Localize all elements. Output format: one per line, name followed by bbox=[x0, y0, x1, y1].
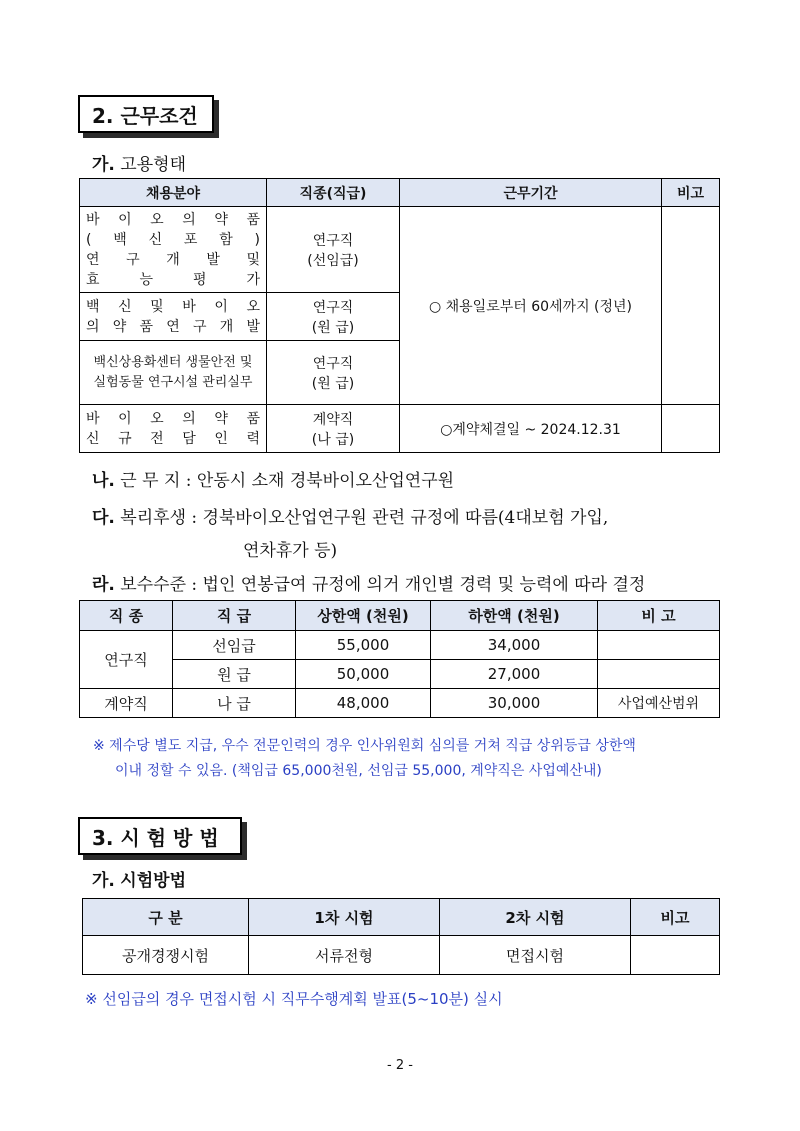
note-cell bbox=[598, 660, 720, 689]
header-lower: 하한액 (천원) bbox=[431, 601, 598, 631]
remark-cell bbox=[631, 936, 720, 975]
table-header-row bbox=[80, 179, 720, 207]
remark-cell bbox=[662, 207, 720, 405]
item-label: 근 무 지 bbox=[120, 471, 181, 491]
header-remark: 비고 bbox=[631, 899, 720, 936]
header-remark: 비고 bbox=[662, 179, 720, 207]
grade-cell: 나 급 bbox=[173, 689, 296, 718]
header-field: 채용분야 bbox=[80, 179, 267, 207]
item-marker: 나. bbox=[92, 471, 115, 491]
employment-type-table bbox=[79, 178, 720, 453]
table-row bbox=[80, 660, 720, 689]
table-row bbox=[80, 631, 720, 660]
item-marker: 가. bbox=[92, 155, 115, 175]
item-label: 시험방법 bbox=[120, 871, 186, 891]
subsection-ga-exam bbox=[92, 866, 186, 891]
period-cell-regular: ○ 채용일로부터 60세까지 (정년) bbox=[400, 207, 662, 405]
remark-cell bbox=[662, 405, 720, 453]
first-exam-cell: 서류전형 bbox=[249, 936, 440, 975]
grade-cell: 원 급 bbox=[173, 660, 296, 689]
header-note: 비 고 bbox=[598, 601, 720, 631]
lower-cell: 27,000 bbox=[431, 660, 598, 689]
upper-cell: 55,000 bbox=[296, 631, 431, 660]
header-job-type: 직 종 bbox=[80, 601, 173, 631]
header-category: 구 분 bbox=[83, 899, 249, 936]
lower-cell: 30,000 bbox=[431, 689, 598, 718]
job-cell: 계약직 (나 급) bbox=[267, 405, 400, 453]
header-first-exam: 1차 시험 bbox=[249, 899, 440, 936]
item-marker: 다. bbox=[92, 508, 115, 528]
upper-cell: 48,000 bbox=[296, 689, 431, 718]
field-cell: 바 이 오 의 약 품 ( 백 신 포 함 ) 연 구 개 발 및 효 능 평 가 bbox=[80, 207, 267, 293]
job-type-cell: 연구직 bbox=[80, 631, 173, 689]
section-2-title: 2. 근무조건 bbox=[78, 95, 214, 133]
period-cell-contract: ○계약체결일 ~ 2024.12.31 bbox=[400, 405, 662, 453]
header-upper: 상한액 (천원) bbox=[296, 601, 431, 631]
subsection-ga-employment bbox=[92, 150, 186, 175]
field-cell: 바 이 오 의 약 품 신 규 전 담 인 력 bbox=[80, 405, 267, 453]
second-exam-cell: 면접시험 bbox=[440, 936, 631, 975]
category-cell: 공개경쟁시험 bbox=[83, 936, 249, 975]
table-row bbox=[80, 689, 720, 718]
salary-note-line-2: 이내 정할 수 있음. (책임급 65,000천원, 선임급 55,000, 계약직은 사업예산내) bbox=[115, 763, 602, 779]
table-header-row bbox=[80, 601, 720, 631]
item-label: 보수수준 bbox=[120, 575, 186, 595]
item-text: : 안동시 소재 경북바이오산업연구원 bbox=[185, 471, 455, 491]
table-row bbox=[80, 207, 720, 293]
note-cell: 사업예산범위 bbox=[598, 689, 720, 718]
job-cell: 연구직 (선임급) bbox=[267, 207, 400, 293]
job-cell: 연구직 (원 급) bbox=[267, 341, 400, 405]
header-job: 직종(직급) bbox=[267, 179, 400, 207]
note-cell bbox=[598, 631, 720, 660]
subsection-na-workplace bbox=[92, 466, 454, 491]
page-number: - 2 - bbox=[387, 1058, 413, 1073]
exam-method-table bbox=[82, 898, 720, 975]
job-type-cell: 계약직 bbox=[80, 689, 173, 718]
item-label: 복리후생 bbox=[120, 508, 186, 528]
subsection-da-welfare bbox=[92, 503, 608, 528]
subsection-da-welfare-cont: 연차휴가 등) bbox=[243, 541, 338, 561]
header-second-exam: 2차 시험 bbox=[440, 899, 631, 936]
item-marker: 라. bbox=[92, 575, 115, 595]
section-3-title: 3. 시 험 방 법 bbox=[78, 817, 242, 855]
item-marker: 가. bbox=[92, 871, 115, 891]
header-grade: 직 급 bbox=[173, 601, 296, 631]
table-row bbox=[80, 405, 720, 453]
item-label: 고용형태 bbox=[120, 155, 186, 175]
field-cell: 백 신 및 바 이 오 의 약 품 연 구 개 발 bbox=[80, 293, 267, 341]
job-cell: 연구직 (원 급) bbox=[267, 293, 400, 341]
upper-cell: 50,000 bbox=[296, 660, 431, 689]
item-text: : 법인 연봉급여 규정에 의거 개인별 경력 및 능력에 따라 결정 bbox=[191, 575, 646, 595]
subsection-ra-salary bbox=[92, 570, 645, 595]
lower-cell: 34,000 bbox=[431, 631, 598, 660]
table-row bbox=[83, 936, 720, 975]
salary-table bbox=[79, 600, 720, 718]
grade-cell: 선임급 bbox=[173, 631, 296, 660]
table-header-row bbox=[83, 899, 720, 936]
item-text: : 경북바이오산업연구원 관련 규정에 따름(4대보험 가입, bbox=[191, 508, 609, 528]
field-cell: 백신상용화센터 생물안전 및 실험동물 연구시설 관리실무 bbox=[80, 341, 267, 405]
exam-note: ※ 선임급의 경우 면접시험 시 직무수행계획 발표(5~10분) 실시 bbox=[85, 990, 503, 1008]
header-period: 근무기간 bbox=[400, 179, 662, 207]
salary-note-line-1: ※ 제수당 별도 지급, 우수 전문인력의 경우 인사위원회 심의를 거쳐 직급 상위등급 상한액 bbox=[93, 738, 636, 754]
